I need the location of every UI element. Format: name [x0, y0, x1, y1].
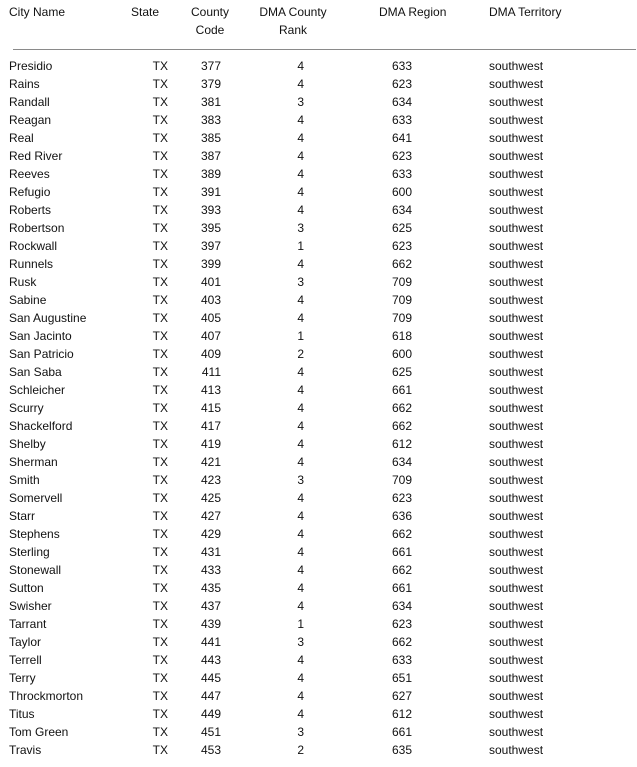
cell-city-name: Tom Green [9, 725, 69, 739]
table-row [0, 309, 637, 327]
cell-dma-region: 623 [391, 617, 412, 631]
cell-city-name: Runnels [9, 257, 54, 271]
table-row [0, 489, 637, 507]
cell-dma-territory: southwest [489, 77, 544, 91]
cell-dma-territory: southwest [489, 473, 544, 487]
cell-county-code: 379 [200, 77, 221, 91]
cell-dma-county-rank: 4 [297, 311, 304, 325]
table-row [0, 399, 637, 417]
cell-city-name: Terry [9, 671, 36, 685]
cell-state: TX [152, 653, 168, 667]
cell-dma-region: 709 [391, 293, 412, 307]
cell-state: TX [152, 59, 168, 73]
cell-dma-territory: southwest [489, 221, 544, 235]
cell-county-code: 439 [200, 617, 221, 631]
cell-state: TX [152, 185, 168, 199]
table-header [0, 0, 637, 50]
cell-city-name: San Augustine [9, 311, 87, 325]
cell-dma-territory: southwest [489, 617, 544, 631]
cell-dma-county-rank: 1 [297, 329, 304, 343]
cell-dma-territory: southwest [489, 599, 544, 613]
table-row [0, 669, 637, 687]
cell-county-code: 443 [200, 653, 221, 667]
cell-dma-county-rank: 4 [297, 581, 304, 595]
cell-city-name: Refugio [9, 185, 51, 199]
cell-county-code: 409 [200, 347, 221, 361]
cell-county-code: 447 [200, 689, 221, 703]
cell-city-name: San Saba [9, 365, 62, 379]
cell-state: TX [152, 311, 168, 325]
cell-dma-territory: southwest [489, 671, 544, 685]
cell-dma-region: 600 [391, 185, 412, 199]
cell-city-name: Real [9, 131, 34, 145]
cell-dma-region: 625 [391, 221, 412, 235]
cell-dma-territory: southwest [489, 185, 544, 199]
cell-state: TX [152, 563, 168, 577]
table-row [0, 201, 637, 219]
header-dma-county-rank: DMA County Rank [259, 5, 327, 37]
table-row [0, 705, 637, 723]
cell-county-code: 437 [200, 599, 221, 613]
table-row [0, 147, 637, 165]
cell-dma-county-rank: 4 [297, 149, 304, 163]
cell-dma-county-rank: 4 [297, 401, 304, 415]
cell-dma-region: 709 [391, 275, 412, 289]
cell-county-code: 435 [200, 581, 221, 595]
table-row [0, 57, 637, 75]
cell-state: TX [152, 707, 168, 721]
cell-state: TX [152, 203, 168, 217]
cell-county-code: 449 [200, 707, 221, 721]
cell-state: TX [152, 113, 168, 127]
cell-city-name: San Patricio [9, 347, 74, 361]
cell-county-code: 423 [200, 473, 221, 487]
cell-county-code: 429 [200, 527, 221, 541]
cell-dma-territory: southwest [489, 725, 544, 739]
cell-county-code: 433 [200, 563, 221, 577]
cell-state: TX [152, 131, 168, 145]
cell-city-name: Sabine [9, 293, 47, 307]
table-row [0, 507, 637, 525]
cell-dma-territory: southwest [489, 239, 544, 253]
cell-dma-county-rank: 4 [297, 383, 304, 397]
cell-dma-region: 661 [391, 725, 412, 739]
cell-dma-region: 661 [391, 581, 412, 595]
cell-dma-territory: southwest [489, 455, 544, 469]
cell-state: TX [152, 455, 168, 469]
cell-county-code: 391 [200, 185, 221, 199]
cell-county-code: 453 [200, 743, 221, 757]
cell-dma-region: 662 [391, 563, 412, 577]
cell-state: TX [152, 329, 168, 343]
cell-dma-territory: southwest [489, 167, 544, 181]
cell-dma-territory: southwest [489, 653, 544, 667]
table-row [0, 471, 637, 489]
table-row [0, 435, 637, 453]
cell-county-code: 425 [200, 491, 221, 505]
cell-city-name: Stonewall [9, 563, 62, 577]
cell-dma-territory: southwest [489, 635, 544, 649]
cell-county-code: 415 [200, 401, 221, 415]
cell-dma-region: 634 [391, 95, 412, 109]
table-row [0, 255, 637, 273]
cell-county-code: 387 [200, 149, 221, 163]
cell-dma-territory: southwest [489, 401, 544, 415]
cell-county-code: 395 [200, 221, 221, 235]
cell-dma-county-rank: 4 [297, 365, 304, 379]
cell-dma-region: 625 [391, 365, 412, 379]
cell-dma-region: 661 [391, 545, 412, 559]
cell-dma-county-rank: 4 [297, 671, 304, 685]
table-row [0, 579, 637, 597]
cell-city-name: Rusk [9, 275, 37, 289]
cell-city-name: Schleicher [9, 383, 66, 397]
cell-county-code: 381 [200, 95, 221, 109]
cell-state: TX [152, 149, 168, 163]
cell-dma-territory: southwest [489, 419, 544, 433]
cell-dma-county-rank: 4 [297, 599, 304, 613]
cell-dma-territory: southwest [489, 563, 544, 577]
cell-dma-county-rank: 4 [297, 653, 304, 667]
header-county-code: County Code [190, 5, 230, 37]
table-row [0, 327, 637, 345]
cell-state: TX [152, 743, 168, 757]
cell-dma-territory: southwest [489, 527, 544, 541]
cell-dma-territory: southwest [489, 293, 544, 307]
cell-county-code: 383 [200, 113, 221, 127]
cell-dma-region: 651 [391, 671, 412, 685]
cell-dma-territory: southwest [489, 689, 544, 703]
cell-dma-county-rank: 4 [297, 77, 304, 91]
table-row [0, 129, 637, 147]
cell-state: TX [152, 77, 168, 91]
cell-dma-territory: southwest [489, 311, 544, 325]
table-row [0, 273, 637, 291]
cell-dma-region: 633 [391, 113, 412, 127]
cell-county-code: 445 [200, 671, 221, 685]
cell-state: TX [152, 239, 168, 253]
cell-dma-county-rank: 4 [297, 185, 304, 199]
cell-state: TX [152, 419, 168, 433]
cell-dma-county-rank: 4 [297, 257, 304, 271]
cell-county-code: 427 [200, 509, 221, 523]
cell-state: TX [152, 491, 168, 505]
cell-city-name: Red River [9, 149, 63, 163]
cell-dma-region: 600 [391, 347, 412, 361]
header-dma-territory: DMA Territory [489, 5, 562, 19]
cell-city-name: Shelby [9, 437, 46, 451]
cell-dma-region: 662 [391, 527, 412, 541]
cell-dma-region: 623 [391, 239, 412, 253]
cell-dma-region: 634 [391, 599, 412, 613]
cell-dma-county-rank: 1 [297, 617, 304, 631]
cell-city-name: Shackelford [9, 419, 73, 433]
cell-dma-region: 612 [391, 437, 412, 451]
table-row [0, 219, 637, 237]
cell-dma-county-rank: 4 [297, 455, 304, 469]
table-row [0, 561, 637, 579]
cell-city-name: Sutton [9, 581, 44, 595]
cell-dma-territory: southwest [489, 383, 544, 397]
cell-state: TX [152, 293, 168, 307]
cell-dma-region: 661 [391, 383, 412, 397]
cell-dma-territory: southwest [489, 545, 544, 559]
cell-dma-territory: southwest [489, 707, 544, 721]
cell-dma-territory: southwest [489, 131, 544, 145]
cell-dma-county-rank: 4 [297, 437, 304, 451]
table-row [0, 75, 637, 93]
table-row [0, 291, 637, 309]
cell-city-name: Stephens [9, 527, 60, 541]
cell-dma-territory: southwest [489, 491, 544, 505]
cell-city-name: Reeves [9, 167, 50, 181]
cell-dma-region: 662 [391, 401, 412, 415]
cell-county-code: 417 [200, 419, 221, 433]
cell-city-name: Scurry [9, 401, 44, 415]
cell-county-code: 401 [200, 275, 221, 289]
cell-state: TX [152, 581, 168, 595]
cell-dma-territory: southwest [489, 113, 544, 127]
cell-dma-territory: southwest [489, 581, 544, 595]
table-row [0, 741, 637, 759]
cell-dma-region: 623 [391, 491, 412, 505]
cell-city-name: Swisher [9, 599, 52, 613]
table-row [0, 633, 637, 651]
cell-dma-region: 623 [391, 149, 412, 163]
cell-state: TX [152, 221, 168, 235]
cell-dma-county-rank: 4 [297, 545, 304, 559]
cell-city-name: Robertson [9, 221, 65, 235]
cell-city-name: Titus [9, 707, 35, 721]
cell-state: TX [152, 383, 168, 397]
cell-state: TX [152, 167, 168, 181]
cell-dma-region: 662 [391, 419, 412, 433]
cell-dma-territory: southwest [489, 257, 544, 271]
cell-county-code: 411 [201, 365, 221, 379]
cell-dma-county-rank: 1 [297, 239, 304, 253]
cell-dma-region: 636 [391, 509, 412, 523]
cell-county-code: 413 [200, 383, 221, 397]
cell-county-code: 393 [200, 203, 221, 217]
cell-city-name: San Jacinto [9, 329, 72, 343]
cell-dma-county-rank: 4 [297, 689, 304, 703]
cell-state: TX [152, 725, 168, 739]
table-row [0, 183, 637, 201]
cell-city-name: Terrell [9, 653, 42, 667]
cell-dma-territory: southwest [489, 509, 544, 523]
cell-dma-county-rank: 4 [297, 113, 304, 127]
cell-dma-county-rank: 4 [297, 527, 304, 541]
table-row [0, 417, 637, 435]
cell-state: TX [152, 401, 168, 415]
cell-state: TX [152, 527, 168, 541]
header-state: State [131, 5, 160, 19]
cell-county-code: 389 [200, 167, 221, 181]
cell-dma-region: 618 [391, 329, 412, 343]
cell-state: TX [152, 671, 168, 685]
cell-city-name: Taylor [9, 635, 42, 649]
cell-state: TX [152, 437, 168, 451]
cell-dma-region: 709 [391, 311, 412, 325]
header-dma-region: DMA Region [379, 5, 447, 19]
cell-dma-county-rank: 3 [297, 473, 304, 487]
cell-state: TX [152, 509, 168, 523]
table-row [0, 93, 637, 111]
cell-dma-county-rank: 4 [297, 59, 304, 73]
cell-city-name: Smith [9, 473, 40, 487]
table-row [0, 363, 637, 381]
table-row [0, 381, 637, 399]
cell-dma-region: 633 [391, 167, 412, 181]
table-row [0, 237, 637, 255]
cell-dma-region: 623 [391, 77, 412, 91]
cell-state: TX [152, 95, 168, 109]
table-row [0, 651, 637, 669]
cell-dma-territory: southwest [489, 275, 544, 289]
cell-county-code: 451 [200, 725, 221, 739]
cell-state: TX [152, 347, 168, 361]
table-row [0, 723, 637, 741]
cell-dma-region: 635 [391, 743, 412, 757]
cell-county-code: 431 [200, 545, 221, 559]
cell-dma-county-rank: 3 [297, 725, 304, 739]
cell-city-name: Sherman [9, 455, 58, 469]
cell-county-code: 441 [200, 635, 221, 649]
cell-dma-county-rank: 4 [297, 293, 304, 307]
cell-state: TX [152, 689, 168, 703]
cell-dma-county-rank: 4 [297, 203, 304, 217]
cell-dma-region: 662 [391, 257, 412, 271]
table-row [0, 453, 637, 471]
cell-dma-territory: southwest [489, 149, 544, 163]
cell-state: TX [152, 617, 168, 631]
cell-dma-territory: southwest [489, 437, 544, 451]
table-row [0, 615, 637, 633]
cell-dma-county-rank: 4 [297, 707, 304, 721]
cell-dma-county-rank: 3 [297, 635, 304, 649]
cell-dma-region: 662 [391, 635, 412, 649]
cell-dma-region: 612 [391, 707, 412, 721]
cell-state: TX [152, 473, 168, 487]
cell-city-name: Presidio [9, 59, 53, 73]
cell-dma-territory: southwest [489, 59, 544, 73]
cell-county-code: 397 [200, 239, 221, 253]
cell-state: TX [152, 545, 168, 559]
cell-city-name: Roberts [9, 203, 52, 217]
cell-county-code: 399 [200, 257, 221, 271]
cell-dma-county-rank: 3 [297, 275, 304, 289]
cell-dma-county-rank: 4 [297, 563, 304, 577]
table-row [0, 111, 637, 129]
table-row [0, 345, 637, 363]
cell-state: TX [152, 275, 168, 289]
cell-dma-county-rank: 3 [297, 95, 304, 109]
cell-city-name: Randall [9, 95, 50, 109]
cell-dma-county-rank: 4 [297, 167, 304, 181]
cell-county-code: 403 [200, 293, 221, 307]
cell-dma-territory: southwest [489, 743, 544, 757]
cell-dma-region: 709 [391, 473, 412, 487]
cell-dma-county-rank: 4 [297, 131, 304, 145]
cell-dma-county-rank: 4 [297, 509, 304, 523]
cell-city-name: Tarrant [9, 617, 47, 631]
cell-state: TX [152, 635, 168, 649]
cell-county-code: 377 [200, 59, 221, 73]
cell-state: TX [152, 365, 168, 379]
cell-dma-region: 634 [391, 455, 412, 469]
cell-dma-territory: southwest [489, 329, 544, 343]
table-body [0, 57, 637, 759]
cell-dma-county-rank: 4 [297, 419, 304, 433]
cell-dma-county-rank: 2 [297, 743, 304, 757]
cell-county-code: 407 [200, 329, 221, 343]
cell-dma-region: 633 [391, 653, 412, 667]
cell-dma-county-rank: 3 [297, 221, 304, 235]
cell-city-name: Travis [9, 743, 42, 757]
cell-city-name: Rockwall [9, 239, 58, 253]
cell-city-name: Sterling [9, 545, 50, 559]
cell-dma-region: 627 [391, 689, 412, 703]
cell-city-name: Somervell [9, 491, 63, 505]
table-row [0, 165, 637, 183]
table-row [0, 687, 637, 705]
cell-city-name: Starr [9, 509, 36, 523]
cell-county-code: 421 [200, 455, 221, 469]
cell-dma-region: 634 [391, 203, 412, 217]
cell-dma-territory: southwest [489, 365, 544, 379]
table-row [0, 597, 637, 615]
cell-county-code: 419 [200, 437, 221, 451]
cell-dma-county-rank: 4 [297, 491, 304, 505]
cell-dma-territory: southwest [489, 203, 544, 217]
header-city-name: City Name [9, 5, 66, 19]
cell-city-name: Throckmorton [9, 689, 84, 703]
cell-state: TX [152, 599, 168, 613]
cell-state: TX [152, 257, 168, 271]
cell-county-code: 405 [200, 311, 221, 325]
cell-dma-territory: southwest [489, 347, 544, 361]
cell-county-code: 385 [200, 131, 221, 145]
table-row [0, 543, 637, 561]
cell-dma-territory: southwest [489, 95, 544, 109]
header-divider [13, 49, 636, 50]
cell-dma-region: 641 [391, 131, 412, 145]
cell-city-name: Reagan [9, 113, 52, 127]
cell-dma-region: 633 [391, 59, 412, 73]
cell-dma-county-rank: 2 [297, 347, 304, 361]
table-row [0, 525, 637, 543]
cell-city-name: Rains [9, 77, 40, 91]
